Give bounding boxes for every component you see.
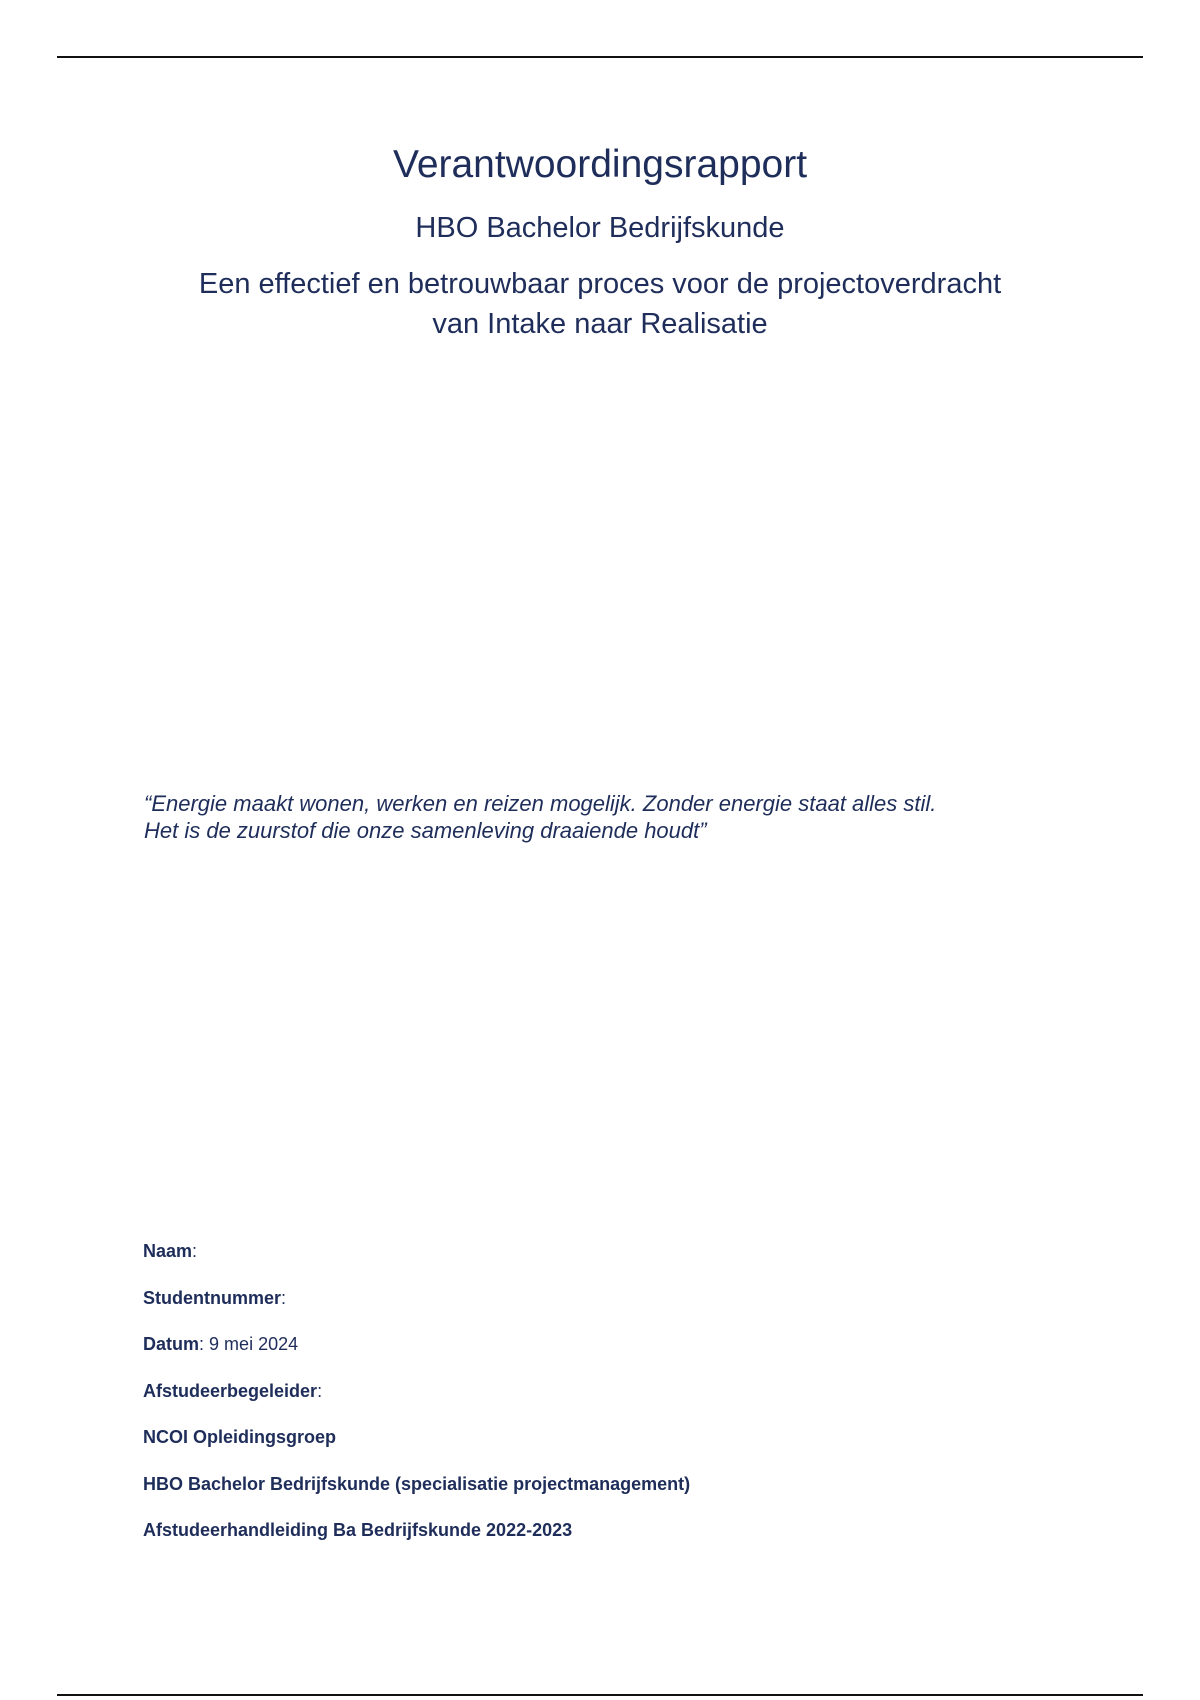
topic-line-1: Een effectief en betrouwbaar proces voor de projectoverdracht [198,268,1002,300]
datum-label: Datum [143,1334,200,1354]
program-row: HBO Bachelor Bedrijfskunde (specialisatie projectmanagement) [143,1473,691,1494]
begeleider-row [143,1380,1043,1402]
studentnummer-row [143,1287,1043,1309]
organisation-row: NCOI Opleidingsgroep [143,1427,337,1447]
manual-row: Afstudeerhandleiding Ba Bedrijfskunde 2022-2023 [143,1520,573,1540]
author-details [143,1240,1043,1566]
bottom-rule [57,1694,1143,1696]
document-title: Verantwoordingsrapport [392,143,808,186]
quote-line-2: Het is de zuurstof die onze samenleving draaiende houdt” [144,818,707,843]
document-topic [0,264,1200,344]
naam-row [143,1240,1043,1262]
datum-colon: : [199,1334,205,1354]
document-subtitle: HBO Bachelor Bedrijfskunde [415,212,785,244]
datum-row [143,1333,1043,1355]
datum-value: 9 mei 2024 [209,1334,299,1354]
epigraph-quote [144,790,1074,844]
studentnummer-label: Studentnummer [143,1287,282,1308]
quote-line-1: “Energie maakt wonen, werken en reizen mogelijk. Zonder energie staat alles stil. [144,791,937,816]
naam-colon: : [192,1241,198,1261]
naam-label: Naam [143,1241,193,1261]
begeleider-label: Afstudeerbegeleider [143,1380,318,1401]
topic-line-2: van Intake naar Realisatie [432,308,768,340]
top-rule [57,56,1143,58]
begeleider-colon: : [317,1380,323,1401]
studentnummer-colon: : [281,1287,287,1308]
